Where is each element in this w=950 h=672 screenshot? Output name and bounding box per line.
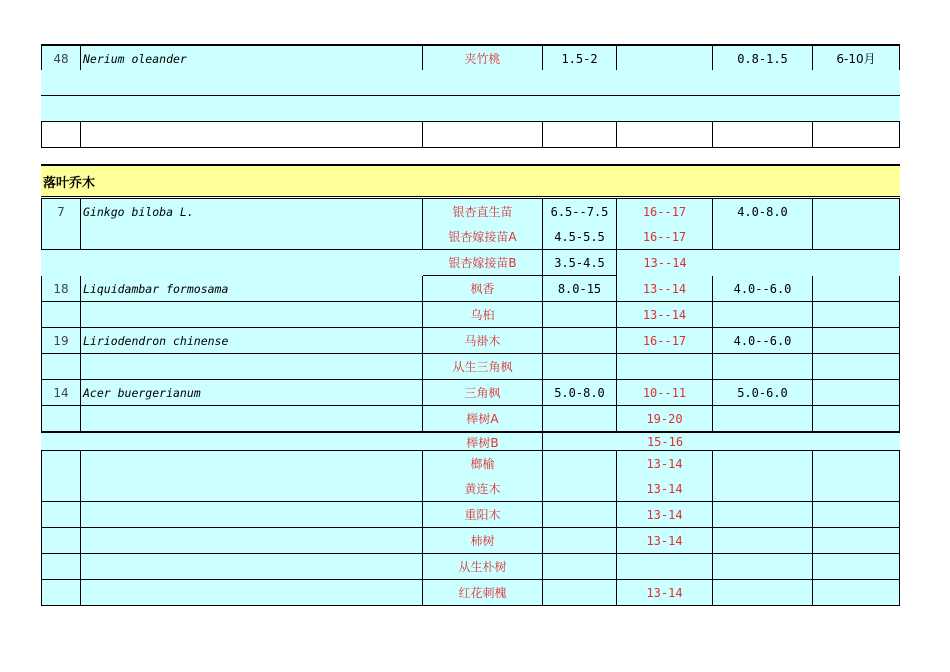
value-c[interactable] <box>713 302 813 328</box>
table-row <box>41 450 900 477</box>
chinese-name[interactable]: 从生朴树 <box>423 554 543 580</box>
value-c[interactable] <box>713 354 813 380</box>
value-d[interactable] <box>813 380 900 406</box>
table-row <box>41 302 900 328</box>
row-number[interactable] <box>41 451 81 477</box>
table-row <box>41 44 900 72</box>
chinese-name[interactable]: 红花刺槐 <box>423 580 543 606</box>
latin-name[interactable] <box>81 528 423 554</box>
latin-name[interactable] <box>81 554 423 580</box>
value-c[interactable] <box>713 406 813 432</box>
table-row[interactable] <box>41 121 900 148</box>
value-a[interactable] <box>543 328 617 354</box>
table-row <box>41 554 900 580</box>
latin-name[interactable]: Ginkgo biloba L. <box>81 199 423 225</box>
latin-name[interactable] <box>81 502 423 528</box>
value-c[interactable] <box>713 433 813 451</box>
latin-name[interactable]: Liriodendron chinense <box>81 328 423 354</box>
table-row <box>41 198 900 225</box>
value-b-cell[interactable] <box>617 122 713 148</box>
table-row <box>41 528 900 554</box>
value-b[interactable]: 13--14 <box>617 302 713 328</box>
chinese-name[interactable]: 夹竹桃 <box>423 46 543 72</box>
row-number[interactable] <box>41 354 81 380</box>
value-d-cell[interactable] <box>813 122 900 148</box>
value-c[interactable] <box>713 224 813 250</box>
latin-name[interactable]: Nerium oleander <box>81 46 423 72</box>
value-b[interactable]: 13-14 <box>617 580 713 606</box>
row-number[interactable]: 14 <box>41 380 81 406</box>
chinese-name[interactable]: 银杏嫁接苗B <box>423 250 543 276</box>
value-a[interactable]: 5.0-8.0 <box>543 380 617 406</box>
value-b[interactable]: 13-14 <box>617 476 713 502</box>
table-row[interactable] <box>41 70 900 96</box>
value-d[interactable] <box>813 250 900 276</box>
chinese-name[interactable]: 银杏嫁接苗A <box>423 224 543 250</box>
value-a[interactable] <box>543 354 617 380</box>
value-a[interactable] <box>543 406 617 432</box>
chinese-name[interactable]: 重阳木 <box>423 502 543 528</box>
chinese-name-cell[interactable] <box>423 122 543 148</box>
row-number[interactable]: 7 <box>41 199 81 225</box>
section-header[interactable]: 落叶乔木 <box>41 164 900 197</box>
value-b[interactable] <box>617 354 713 380</box>
table-row <box>41 432 900 451</box>
row-number[interactable]: 48 <box>41 46 81 72</box>
value-d[interactable] <box>813 451 900 477</box>
value-c[interactable] <box>713 554 813 580</box>
table-row <box>41 328 900 354</box>
value-d[interactable] <box>813 354 900 380</box>
row-number[interactable] <box>41 554 81 580</box>
latin-name[interactable]: Acer buergerianum <box>81 380 423 406</box>
value-b[interactable]: 16--17 <box>617 199 713 225</box>
latin-name[interactable] <box>81 406 423 432</box>
latin-name[interactable] <box>81 250 423 276</box>
value-d[interactable] <box>813 433 900 451</box>
value-a[interactable] <box>543 433 617 451</box>
chinese-name[interactable]: 从生三角枫 <box>423 354 543 380</box>
value-c[interactable]: 5.0-6.0 <box>713 380 813 406</box>
value-b[interactable]: 13-14 <box>617 502 713 528</box>
row-number[interactable] <box>41 250 81 276</box>
value-d[interactable] <box>813 554 900 580</box>
value-b[interactable] <box>617 46 713 72</box>
value-d[interactable] <box>813 406 900 432</box>
value-c[interactable] <box>713 502 813 528</box>
latin-name[interactable] <box>81 476 423 502</box>
value-b[interactable]: 13-14 <box>617 528 713 554</box>
latin-name-cell[interactable] <box>81 122 423 148</box>
value-c[interactable]: 4.0--6.0 <box>713 276 813 302</box>
value-a-cell[interactable] <box>543 122 617 148</box>
value-c[interactable]: 4.0--6.0 <box>713 328 813 354</box>
value-a[interactable] <box>543 554 617 580</box>
table-row <box>41 580 900 606</box>
value-c[interactable] <box>713 528 813 554</box>
value-a[interactable]: 3.5-4.5 <box>543 250 617 276</box>
latin-name[interactable] <box>81 354 423 380</box>
value-b[interactable]: 15-16 <box>646 435 684 449</box>
value-c[interactable]: 4.0-8.0 <box>713 199 813 225</box>
value-a[interactable]: 8.0-15 <box>543 276 617 302</box>
value-b[interactable]: 13-14 <box>617 451 713 477</box>
row-number[interactable] <box>41 433 81 451</box>
value-b[interactable]: 10--11 <box>617 380 713 406</box>
chinese-name[interactable]: 柿树 <box>423 528 543 554</box>
row-number[interactable] <box>41 528 81 554</box>
table-row <box>41 380 900 406</box>
row-number[interactable] <box>41 476 81 502</box>
value-d[interactable]: 6-10月 <box>813 46 900 72</box>
value-d[interactable] <box>813 580 900 606</box>
value-c[interactable] <box>713 476 813 502</box>
value-a[interactable] <box>543 580 617 606</box>
value-a[interactable] <box>543 502 617 528</box>
value-a[interactable] <box>543 476 617 502</box>
value-d[interactable] <box>813 302 900 328</box>
latin-name[interactable] <box>81 433 423 451</box>
value-a[interactable]: 1.5-2 <box>543 46 617 72</box>
value-b[interactable] <box>617 554 713 580</box>
value-b[interactable]: 19-20 <box>617 406 713 432</box>
value-d[interactable] <box>813 224 900 250</box>
value-b[interactable]: 13--14 <box>643 256 687 270</box>
table-row[interactable] <box>41 96 900 121</box>
latin-name[interactable]: Liquidambar formosama <box>81 276 423 302</box>
value-c[interactable] <box>713 451 813 477</box>
value-a[interactable] <box>543 302 617 328</box>
row-number[interactable] <box>41 502 81 528</box>
row-number[interactable] <box>41 580 81 606</box>
chinese-name[interactable]: 银杏直生苗 <box>423 199 543 225</box>
value-d[interactable] <box>813 199 900 225</box>
table-row <box>41 354 900 380</box>
table-row <box>41 476 900 502</box>
value-d[interactable] <box>813 476 900 502</box>
chinese-name[interactable]: 三角枫 <box>423 380 543 406</box>
table-row <box>41 224 900 250</box>
chinese-name[interactable]: 黄连木 <box>423 476 543 502</box>
table-row <box>41 250 900 276</box>
value-d[interactable] <box>813 328 900 354</box>
row-number[interactable]: 18 <box>41 276 81 302</box>
chinese-name[interactable]: 枫香 <box>423 276 543 302</box>
row-number[interactable]: 19 <box>41 328 81 354</box>
chinese-name[interactable]: 榉树A <box>423 406 543 432</box>
row-number[interactable] <box>41 224 81 250</box>
value-c-cell[interactable] <box>713 122 813 148</box>
value-d[interactable] <box>813 528 900 554</box>
latin-name[interactable] <box>81 302 423 328</box>
latin-name[interactable] <box>81 451 423 477</box>
latin-name[interactable] <box>81 580 423 606</box>
value-c[interactable]: 0.8-1.5 <box>713 46 813 72</box>
row-number-cell[interactable] <box>41 122 81 148</box>
chinese-name[interactable]: 乌桕 <box>423 302 543 328</box>
table-row <box>41 502 900 528</box>
value-a[interactable]: 6.5--7.5 <box>543 199 617 225</box>
value-a[interactable]: 4.5-5.5 <box>543 224 617 250</box>
value-b[interactable]: 16--17 <box>617 328 713 354</box>
latin-name[interactable] <box>81 224 423 250</box>
value-d[interactable] <box>813 502 900 528</box>
value-c[interactable] <box>713 250 813 276</box>
value-a[interactable] <box>543 451 617 477</box>
row-number[interactable] <box>41 406 81 432</box>
chinese-name[interactable]: 榉树B <box>423 433 543 451</box>
value-a[interactable] <box>543 528 617 554</box>
value-c[interactable] <box>713 580 813 606</box>
table-row <box>41 276 900 302</box>
value-d[interactable] <box>813 276 900 302</box>
value-b[interactable]: 16--17 <box>617 224 713 250</box>
value-b[interactable]: 13--14 <box>617 276 713 302</box>
table-row <box>41 406 900 432</box>
row-number[interactable] <box>41 302 81 328</box>
chinese-name[interactable]: 马褂木 <box>423 328 543 354</box>
chinese-name[interactable]: 榔榆 <box>423 451 543 477</box>
